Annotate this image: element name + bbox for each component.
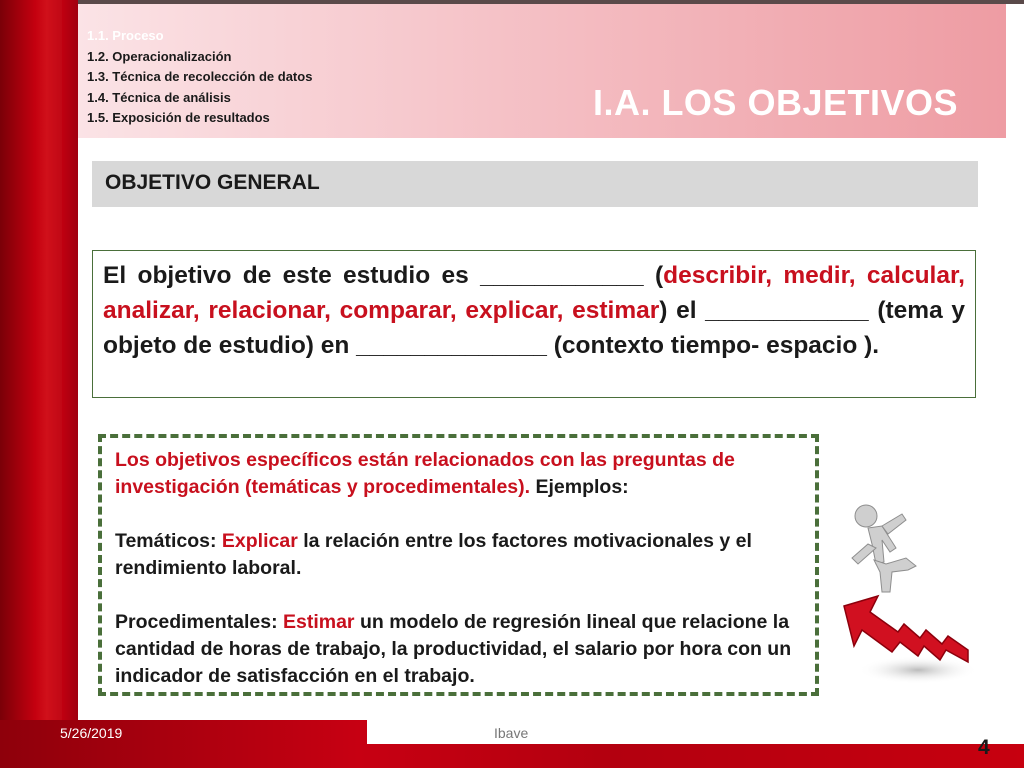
- left-band-inner: [62, 0, 78, 768]
- toc-item: 1.2. Operacionalización: [87, 48, 232, 64]
- shadow: [858, 656, 978, 684]
- toc-item: 1.3. Técnica de recolección de datos: [87, 69, 313, 84]
- thematic-verb: Explicar: [221, 530, 298, 552]
- specific-objectives-box: [98, 434, 819, 696]
- procedural-label: Procedimentales:: [115, 611, 283, 633]
- figure-climbing-red-arrow-illustration: [838, 500, 978, 695]
- general-text-start: El objetivo de este estudio es ____________ (: [103, 262, 664, 289]
- specific-intro: [115, 447, 803, 501]
- page-number: 4: [978, 736, 990, 759]
- person-figure: [852, 505, 916, 592]
- slide-title: I.A. LOS OBJETIVOS: [592, 82, 958, 123]
- thematic-text: la relación entre los factores motivacionales y el rendimiento laboral.: [115, 530, 752, 579]
- general-objective-box: [92, 250, 976, 398]
- thematic-example: [115, 528, 803, 582]
- general-text-end: ) el ____________ (tema y objeto de estudio) en ______________ (contexto tiempo- espacio ).: [103, 297, 965, 359]
- footer-date: 5/26/2019: [60, 725, 123, 741]
- specific-intro-examples: Ejemplos:: [530, 476, 629, 498]
- red-arrow: [844, 596, 968, 662]
- toc-item: 1.5. Exposición de resultados: [87, 110, 270, 125]
- footer-white-strip: [367, 720, 1024, 744]
- footer-author: Ibave: [494, 725, 529, 741]
- general-verbs: describir, medir, calcular, analizar, relacionar, comparar, explicar, estimar: [103, 262, 965, 324]
- procedural-example: [115, 609, 803, 690]
- specific-intro-red: Los objetivos específicos están relacionados con las preguntas de investigación (temáticas y procedimentales).: [115, 449, 735, 498]
- toc-item: 1.4. Técnica de análisis: [87, 89, 231, 105]
- procedural-text: un modelo de regresión lineal que relacione la cantidad de horas de trabajo, la productividad, el salario por hora con un indicador de satisfacción en el trabajo.: [115, 611, 792, 687]
- toc-item: 1.1. Proceso: [87, 28, 164, 43]
- section-heading: OBJETIVO GENERAL: [105, 171, 320, 194]
- table-of-contents: [87, 26, 312, 129]
- procedural-verb: Estimar: [282, 611, 355, 633]
- thematic-label: Temáticos:: [115, 530, 222, 552]
- section-heading-bar: [92, 161, 978, 207]
- slide-header: [78, 4, 1006, 138]
